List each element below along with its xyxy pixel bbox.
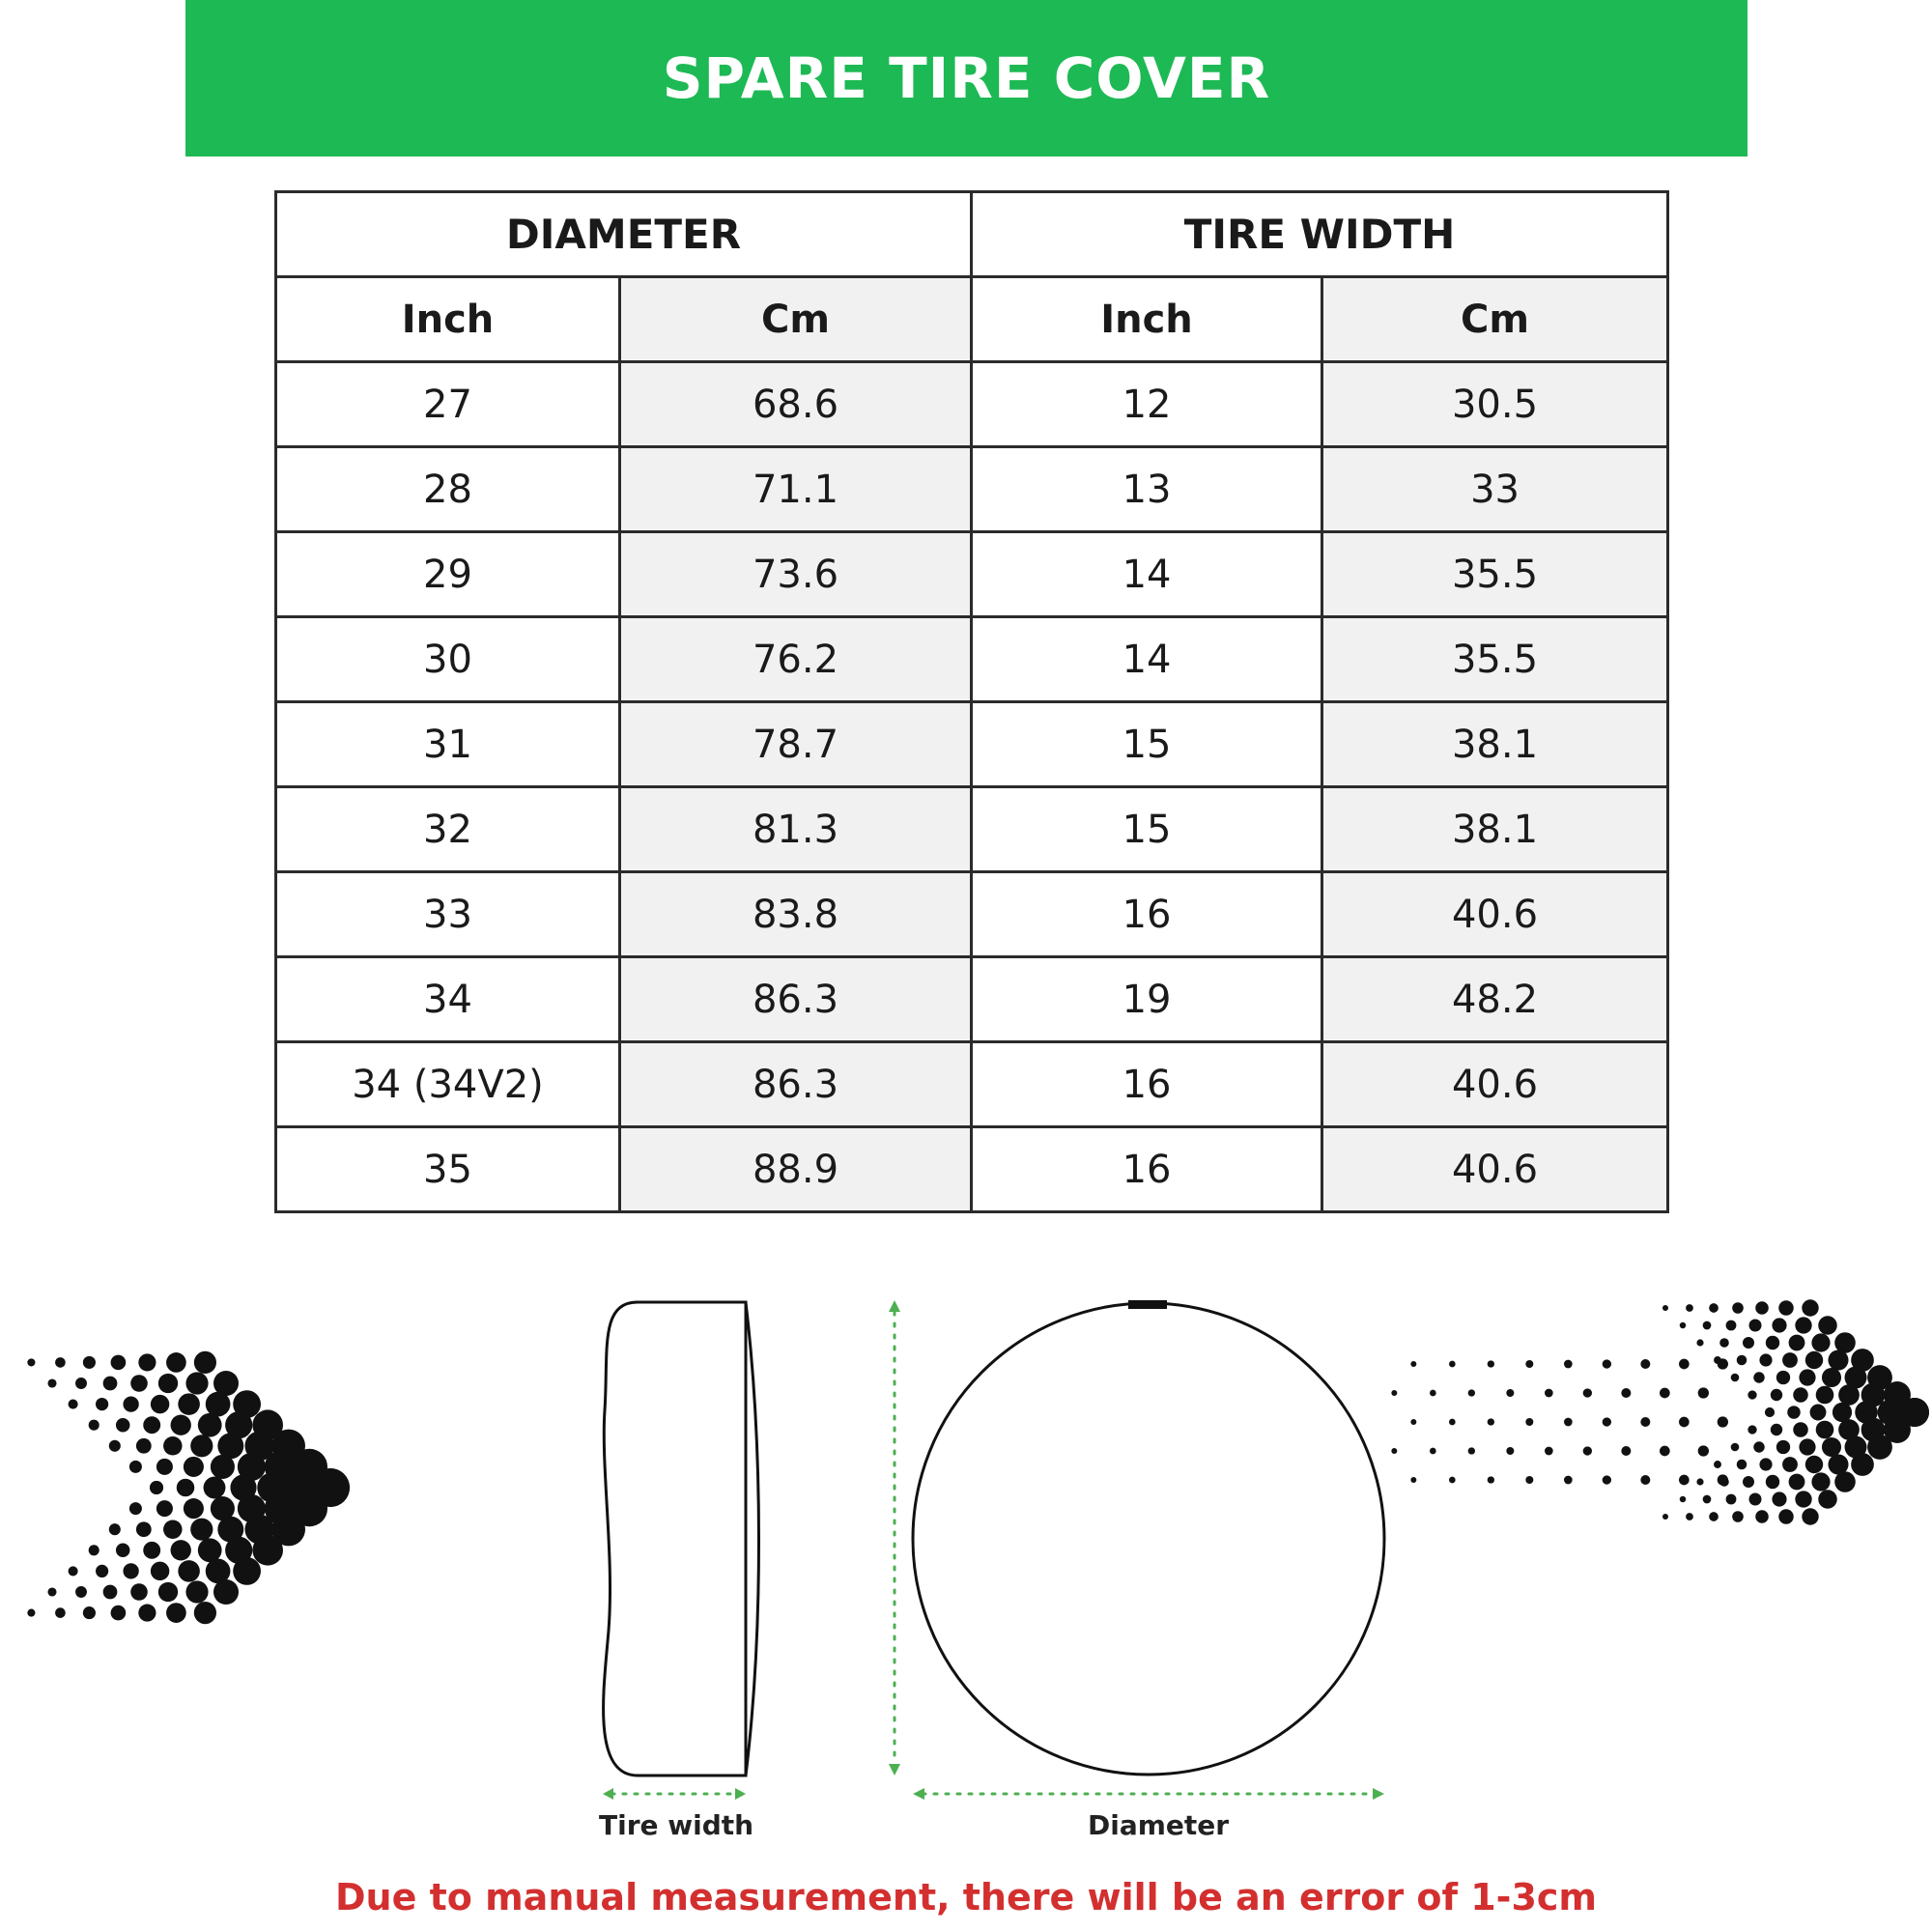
page-title: SPARE TIRE COVER: [662, 45, 1271, 111]
diameter-inch-cell: 29: [276, 532, 620, 617]
diameter-arrow-icon: [913, 1788, 1384, 1800]
diameter-cm-cell: 73.6: [620, 532, 972, 617]
diameter-inch-cell: 32: [276, 787, 620, 872]
width-cm-cell: 40.6: [1322, 872, 1668, 957]
diameter-inch-cell: 34 (34V2): [276, 1042, 620, 1127]
diameter-inch-cell: 35: [276, 1127, 620, 1212]
width-cm-cell: 33: [1322, 447, 1668, 532]
diameter-cm-cell: 68.6: [620, 362, 972, 447]
diameter-inch-header: Inch: [276, 277, 620, 362]
diameter-cm-cell: 76.2: [620, 617, 972, 702]
diameter-cm-cell: 86.3: [620, 1042, 972, 1127]
diameter-cm-header: Cm: [620, 277, 972, 362]
width-inch-cell: 16: [972, 1042, 1322, 1127]
diameter-inch-cell: 30: [276, 617, 620, 702]
diameter-inch-cell: 34: [276, 957, 620, 1042]
diameter-inch-cell: 33: [276, 872, 620, 957]
tire-width-arrow-icon: [603, 1788, 746, 1800]
width-inch-cell: 15: [972, 702, 1322, 787]
width-inch-cell: 19: [972, 957, 1322, 1042]
width-cm-cell: 30.5: [1322, 362, 1668, 447]
diameter-cm-cell: 81.3: [620, 787, 972, 872]
dot-arrow-right-icon: [1391, 1299, 1929, 1524]
width-cm-cell: 40.6: [1322, 1042, 1668, 1127]
width-cm-header: Cm: [1322, 277, 1668, 362]
tire-front-view-icon: [913, 1300, 1384, 1775]
width-cm-cell: 38.1: [1322, 702, 1668, 787]
width-inch-cell: 15: [972, 787, 1322, 872]
tire-width-group-header: TIRE WIDTH: [972, 192, 1668, 277]
width-cm-cell: 40.6: [1322, 1127, 1668, 1212]
width-cm-cell: 48.2: [1322, 957, 1668, 1042]
diameter-cm-cell: 83.8: [620, 872, 972, 957]
tire-side-view-icon: [604, 1302, 759, 1776]
measurement-note: Due to manual measurement, there will be an error of 1-3cm: [334, 1876, 1598, 1918]
width-inch-cell: 16: [972, 1127, 1322, 1212]
tire-width-caption: Tire width: [599, 1809, 754, 1841]
width-cm-cell: 38.1: [1322, 787, 1668, 872]
width-inch-cell: 13: [972, 447, 1322, 532]
width-cm-cell: 35.5: [1322, 617, 1668, 702]
width-inch-cell: 14: [972, 532, 1322, 617]
diameter-cm-cell: 71.1: [620, 447, 972, 532]
diameter-group-header: DIAMETER: [276, 192, 972, 277]
diameter-cm-cell: 88.9: [620, 1127, 972, 1212]
width-cm-cell: 35.5: [1322, 532, 1668, 617]
diameter-inch-cell: 27: [276, 362, 620, 447]
width-inch-cell: 14: [972, 617, 1322, 702]
diameter-inch-cell: 31: [276, 702, 620, 787]
height-arrow-icon: [889, 1300, 900, 1776]
width-inch-cell: 12: [972, 362, 1322, 447]
width-inch-header: Inch: [972, 277, 1322, 362]
diameter-cm-cell: 86.3: [620, 957, 972, 1042]
dot-arrow-left-icon: [27, 1351, 350, 1624]
diameter-cm-cell: 78.7: [620, 702, 972, 787]
diameter-inch-cell: 28: [276, 447, 620, 532]
width-inch-cell: 16: [972, 872, 1322, 957]
diameter-caption: Diameter: [1088, 1809, 1230, 1841]
